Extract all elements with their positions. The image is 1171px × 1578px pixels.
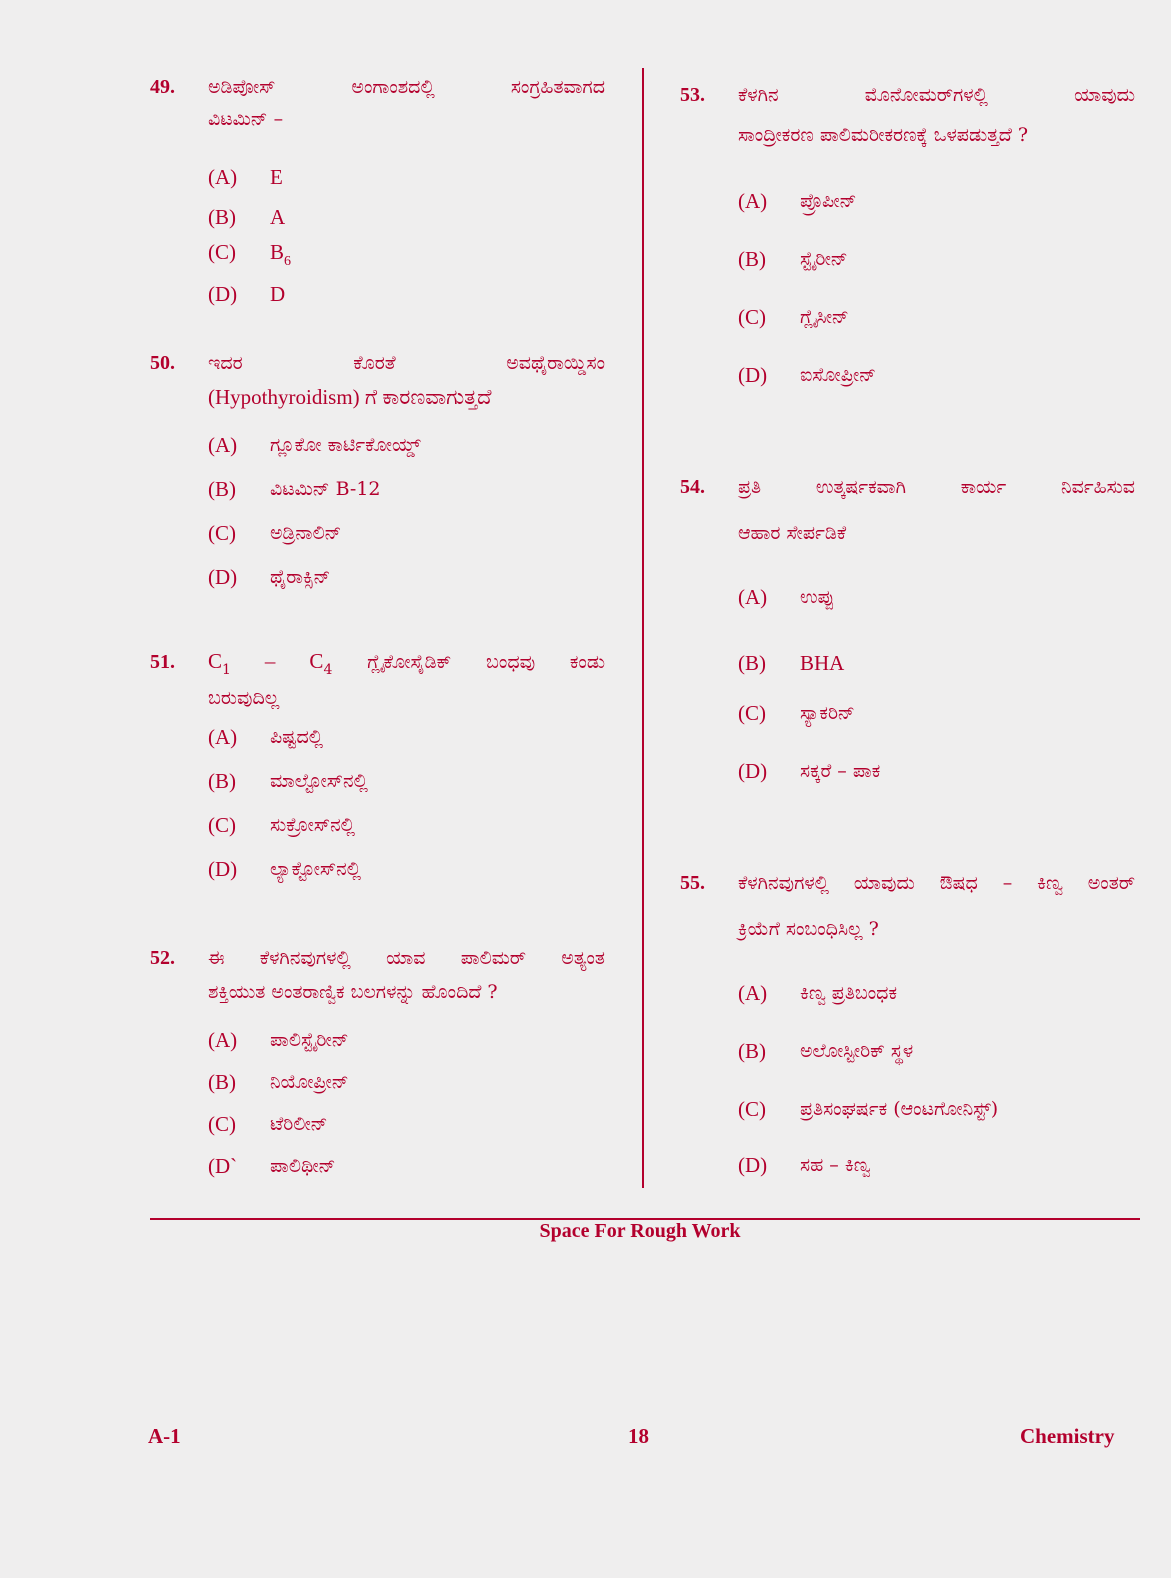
question-53 — [680, 82, 1135, 387]
question-54 — [680, 474, 1135, 783]
page-number: 18 — [628, 1424, 649, 1448]
question-51 — [150, 648, 605, 881]
option-a: (A) ಗ್ಲೂಕೋ ಕಾರ್ಟಿಕೋಯ್ಡ್ — [208, 433, 421, 457]
option-a: (A) ಉಪ್ಪು — [738, 585, 835, 609]
question-text-cont: (Hypothyroidism) ಗೆ ಕಾರಣವಾಗುತ್ತದೆ — [208, 385, 492, 409]
option-b: (B) ವಿಟಮಿನ್ B-12 — [208, 477, 381, 501]
question-text-cont: ವಿಟಮಿನ್ – — [208, 108, 284, 130]
option-d: (D) ಐಸೋಪ್ರೀನ್ — [738, 363, 876, 387]
question-text-cont: ಬರುವುದಿಲ್ಲ — [208, 687, 280, 709]
question-text: ಈ ಕೆಳಗಿನವುಗಳಲ್ಲಿ ಯಾವ ಪಾಲಿಮರ್ ಅತ್ಯಂತ — [208, 947, 605, 969]
option-a: (A) ಪ್ರೊಪೀನ್ — [738, 189, 857, 213]
question-text-cont: ಆಹಾರ ಸೇರ್ಪಡಿಕೆ — [738, 522, 847, 544]
question-number: 51. — [150, 651, 175, 673]
option-c: (C) ಅಡ್ರಿನಾಲಿನ್ — [208, 521, 342, 545]
rough-work-title: Space For Rough Work — [539, 1220, 741, 1242]
option-c: (C) ಗ್ಲೈಸೀನ್ — [738, 305, 849, 329]
option-b: (B) A — [208, 205, 286, 229]
option-c: (C) ಪ್ರತಿಸಂಘರ್ಷಕ (ಆಂಟಗೋನಿಸ್ಟ್) — [738, 1097, 999, 1121]
question-55 — [680, 870, 1135, 1177]
question-number: 53. — [680, 84, 705, 106]
column-divider — [642, 68, 644, 1188]
option-c: (C) ಟೆರಿಲೀನ್ — [208, 1112, 328, 1136]
question-number: 54. — [680, 476, 705, 498]
option-a: (A) ಕಿಣ್ವ ಪ್ರತಿಬಂಧಕ — [738, 981, 897, 1005]
option-c: (C) ಸ್ಯಾಕರಿನ್ — [738, 701, 855, 725]
subject-name: Chemistry — [1020, 1424, 1115, 1448]
question-text: $C_1 - C_4$ ಗ್ಲೈಕೋಸೈಡಿಕ್ ಬಂಧವು ಕಂಡು — [208, 649, 605, 678]
option-d: (D) ಸಕ್ಕರೆ – ಪಾಕ — [738, 759, 881, 783]
question-text-cont: ಕ್ರಿಯೆಗೆ ಸಂಬಂಧಿಸಿಲ್ಲ ? — [738, 918, 879, 940]
option-b: (B) ಮಾಲ್ಟೋಸ್‌ನಲ್ಲಿ — [208, 769, 368, 793]
option-d: (D) ಸಹ – ಕಿಣ್ವ — [738, 1153, 871, 1177]
option-b: (B) BHA — [738, 651, 845, 675]
question-text: ಕೆಳಗಿನವುಗಳಲ್ಲಿ ಯಾವುದು ಔಷಧ – ಕಿಣ್ವ ಅಂತರ್ — [738, 872, 1135, 894]
option-c: (C) ಸುಕ್ರೋಸ್‌ನಲ್ಲಿ — [208, 813, 356, 837]
question-number: 52. — [150, 947, 175, 969]
option-b: (B) ನಿಯೋಪ್ರೀನ್ — [208, 1070, 349, 1094]
option-a: (A) ಪಿಷ್ಟದಲ್ಲಿ — [208, 725, 324, 749]
option-d: (D) ಲ್ಯಾಕ್ಟೋಸ್‌ನಲ್ಲಿ — [208, 857, 362, 881]
option-d: (D) D — [208, 282, 286, 306]
question-number: 49. — [150, 76, 175, 98]
paper-code: A-1 — [148, 1424, 181, 1448]
option-b: (B) ಅಲೋಸ್ಟೀರಿಕ್ ಸ್ಥಳ — [738, 1039, 914, 1063]
question-text: ಇದರ ಕೊರತೆ ಅವಥೈರಾಯ್ಡಿಸಂ — [208, 352, 605, 374]
question-number: 50. — [150, 352, 175, 374]
option-b: (B) ಸ್ಟೈರೀನ್ — [738, 247, 848, 271]
question-text: ಪ್ರತಿ ಉತ್ಕರ್ಷಕವಾಗಿ ಕಾರ್ಯ ನಿರ್ವಹಿಸುವ — [738, 476, 1135, 498]
option-a: (A) E — [208, 165, 283, 189]
question-50 — [150, 350, 605, 589]
question-text: ಕೆಳಗಿನ ಮೊನೋಮರ್‌ಗಳಲ್ಲಿ ಯಾವುದು — [738, 84, 1135, 106]
option-c: (C) $B_6$ — [208, 240, 292, 269]
question-text-cont: ಸಾಂದ್ರೀಕರಣ ಪಾಲಿಮರೀಕರಣಕ್ಕೆ ಒಳಪಡುತ್ತದೆ ? — [738, 124, 1029, 146]
option-d: (D) ಥೈರಾಕ್ಸಿನ್ — [208, 565, 331, 589]
option-a: (A) ಪಾಲಿಸ್ಟೈರೀನ್ — [208, 1028, 349, 1052]
question-49 — [150, 74, 605, 306]
question-number: 55. — [680, 872, 705, 894]
option-d: (D` ಪಾಲಿಥೀನ್ — [208, 1154, 336, 1178]
question-text-cont: ಶಕ್ತಿಯುತ ಅಂತರಾಣ್ವಿಕ ಬಲಗಳನ್ನು ಹೊಂದಿದೆ ? — [208, 981, 498, 1003]
question-52 — [150, 945, 605, 1178]
question-text: ಅಡಿಪೋಸ್ ಅಂಗಾಂಶದಲ್ಲಿ ಸಂಗ್ರಹಿತವಾಗದ — [208, 76, 605, 98]
